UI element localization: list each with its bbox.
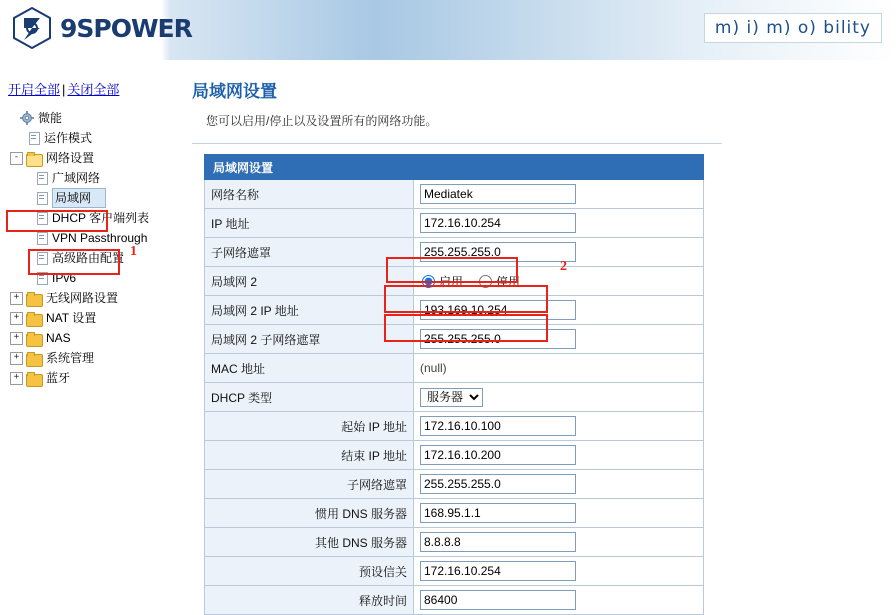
- lan2-enable-radio-group: [420, 272, 697, 291]
- table-row: [205, 267, 704, 296]
- folder-icon: [26, 352, 42, 365]
- row-label: DHCP 类型: [205, 383, 414, 412]
- brand-logo[interactable]: [10, 6, 192, 50]
- tree-expand-toggle[interactable]: +: [10, 352, 23, 365]
- row-label: 网络名称: [205, 180, 414, 209]
- lease-time-input[interactable]: [420, 590, 576, 610]
- sidebar-item-operation-mode[interactable]: [6, 128, 178, 148]
- tree-indent: [14, 133, 25, 144]
- table-row: [205, 557, 704, 586]
- sidebar-item-network-settings[interactable]: [10, 148, 178, 168]
- sidebar-item-label: NAT 设置: [46, 311, 97, 325]
- row-value: [414, 296, 704, 325]
- lan2-disable-option[interactable]: [479, 273, 520, 290]
- row-label: MAC 地址: [205, 354, 414, 383]
- divider: [192, 143, 722, 144]
- sidebar-item-label: 系统管理: [46, 351, 95, 365]
- mimobility-badge-text: m) i) m) o) bility: [714, 18, 871, 38]
- sidebar-navigation: [0, 61, 178, 590]
- document-icon: [28, 131, 40, 145]
- row-value: [414, 180, 704, 209]
- sidebar-item-nas[interactable]: [10, 328, 178, 348]
- expand-all-link[interactable]: 开启全部: [8, 82, 61, 97]
- document-icon: [36, 251, 48, 265]
- sidebar-item-ipv6[interactable]: [6, 268, 178, 288]
- folder-icon: [26, 372, 42, 385]
- lan2-enable-label: 启用: [439, 274, 464, 289]
- primary-dns-input[interactable]: [420, 503, 576, 523]
- sidebar-item-label: VPN Passthrough: [52, 231, 148, 245]
- table-row: [205, 296, 704, 325]
- lan2-disable-radio[interactable]: [479, 275, 492, 288]
- mac-address-value: (null): [414, 354, 704, 383]
- table-row: [205, 354, 704, 383]
- sidebar-item-label: DHCP 客户端列表: [52, 211, 150, 225]
- sidebar-item-nat-settings[interactable]: [10, 308, 178, 328]
- annotation-number-2: 2: [560, 259, 567, 274]
- table-row: [205, 528, 704, 557]
- document-icon: [36, 231, 48, 245]
- row-label: 结束 IP 地址: [205, 441, 414, 470]
- table-row: [205, 209, 704, 238]
- sidebar-item-label: 高级路由配置: [52, 251, 125, 265]
- row-label: 局域网 2 IP 地址: [205, 296, 414, 325]
- page-header: [0, 0, 896, 61]
- table-header-label: 局域网设置: [205, 155, 704, 180]
- document-icon: [36, 271, 48, 285]
- table-row: [205, 383, 704, 412]
- row-value: [414, 267, 704, 296]
- nav-tree: [6, 108, 178, 388]
- document-icon: [36, 191, 48, 205]
- link-separator: |: [62, 82, 66, 97]
- row-label: IP 地址: [205, 209, 414, 238]
- main-content: [178, 61, 896, 608]
- row-label: 局域网 2 子网络遮罩: [205, 325, 414, 354]
- mimobility-badge: [704, 13, 882, 43]
- tree-indent: [6, 113, 17, 124]
- gear-icon: [20, 111, 34, 125]
- table-header-row: [205, 155, 704, 180]
- sidebar-item-wan[interactable]: [6, 168, 178, 188]
- table-row: [205, 412, 704, 441]
- sidebar-item-label: 无线网路设置: [46, 291, 119, 305]
- lan2-subnet-mask-input[interactable]: [420, 329, 576, 349]
- sidebar-item-label: 网络设置: [46, 151, 95, 165]
- sidebar-item-advanced-routing[interactable]: [6, 248, 178, 268]
- row-value: [414, 499, 704, 528]
- row-value: [414, 383, 704, 412]
- default-gateway-input[interactable]: [420, 561, 576, 581]
- lan2-disable-label: 停用: [496, 274, 521, 289]
- row-label: 子网络遮罩: [205, 470, 414, 499]
- row-label: 释放时间: [205, 586, 414, 615]
- lan2-enable-option[interactable]: [422, 273, 463, 290]
- row-label: 局域网 2: [205, 267, 414, 296]
- table-row: [205, 238, 704, 267]
- row-value: [414, 441, 704, 470]
- tree-expand-toggle[interactable]: +: [10, 312, 23, 325]
- secondary-dns-input[interactable]: [420, 532, 576, 552]
- folder-icon: [26, 332, 42, 345]
- sidebar-item-wireless-settings[interactable]: [10, 288, 178, 308]
- row-value: [414, 528, 704, 557]
- table-row: [205, 325, 704, 354]
- table-row: [205, 499, 704, 528]
- dhcp-start-ip-input[interactable]: [420, 416, 576, 436]
- subnet-mask-input[interactable]: [420, 242, 576, 262]
- sidebar-item-lan[interactable]: [6, 188, 178, 208]
- sidebar-item-label: 蓝牙: [46, 371, 71, 385]
- document-icon: [36, 211, 48, 225]
- ip-address-input[interactable]: [420, 213, 576, 233]
- sidebar-item-dhcp-clients[interactable]: [6, 208, 178, 228]
- row-value: [414, 238, 704, 267]
- sidebar-item-label: IPv6: [52, 271, 77, 285]
- sidebar-item-label: 运作模式: [44, 131, 93, 145]
- table-row: [205, 441, 704, 470]
- dhcp-subnet-mask-input[interactable]: [420, 474, 576, 494]
- page-title: 局域网设置: [192, 82, 277, 101]
- row-value: [414, 557, 704, 586]
- lan-settings-table: [204, 154, 704, 615]
- tree-expand-toggle[interactable]: +: [10, 372, 23, 385]
- row-label: 子网络遮罩: [205, 238, 414, 267]
- row-label: 预设信关: [205, 557, 414, 586]
- row-label: 起始 IP 地址: [205, 412, 414, 441]
- document-icon: [36, 171, 48, 185]
- row-label: 其他 DNS 服务器: [205, 528, 414, 557]
- tree-collapse-toggle[interactable]: -: [10, 152, 23, 165]
- folder-icon: [26, 292, 42, 305]
- brand-name: 9SPOWER: [60, 13, 192, 43]
- lan2-ip-address-input[interactable]: [420, 300, 576, 320]
- folder-icon: [26, 312, 42, 325]
- lan2-enable-radio[interactable]: [422, 275, 435, 288]
- sidebar-item-label: 广域网络: [52, 171, 101, 185]
- folder-open-icon: [26, 152, 42, 165]
- sidebar-item-label: 局域网: [52, 188, 106, 208]
- network-name-input[interactable]: [420, 184, 576, 204]
- collapse-all-link[interactable]: 关闭全部: [67, 82, 120, 97]
- table-row: [205, 180, 704, 209]
- tree-expand-toggle[interactable]: +: [10, 332, 23, 345]
- sidebar-item-system-management[interactable]: [10, 348, 178, 368]
- sidebar-item-label: 微能: [38, 111, 63, 125]
- sidebar-item-bluetooth[interactable]: [10, 368, 178, 388]
- tree-expand-toggle[interactable]: +: [10, 292, 23, 305]
- dhcp-type-select[interactable]: [420, 388, 483, 407]
- 9s-power-logo-icon: [10, 6, 54, 50]
- tree-toggle-links: [8, 79, 178, 98]
- dhcp-end-ip-input[interactable]: [420, 445, 576, 465]
- row-label: 惯用 DNS 服务器: [205, 499, 414, 528]
- table-row: [205, 470, 704, 499]
- annotation-number-1: 1: [130, 244, 137, 259]
- row-value: [414, 325, 704, 354]
- row-value: [414, 470, 704, 499]
- sidebar-item-root[interactable]: [6, 108, 178, 128]
- row-value: [414, 412, 704, 441]
- sidebar-item-vpn-passthrough[interactable]: [6, 228, 178, 248]
- page-description: 您可以启用/停止以及设置所有的网络功能。: [206, 114, 438, 128]
- sidebar-item-label: NAS: [46, 331, 71, 345]
- row-value: [414, 209, 704, 238]
